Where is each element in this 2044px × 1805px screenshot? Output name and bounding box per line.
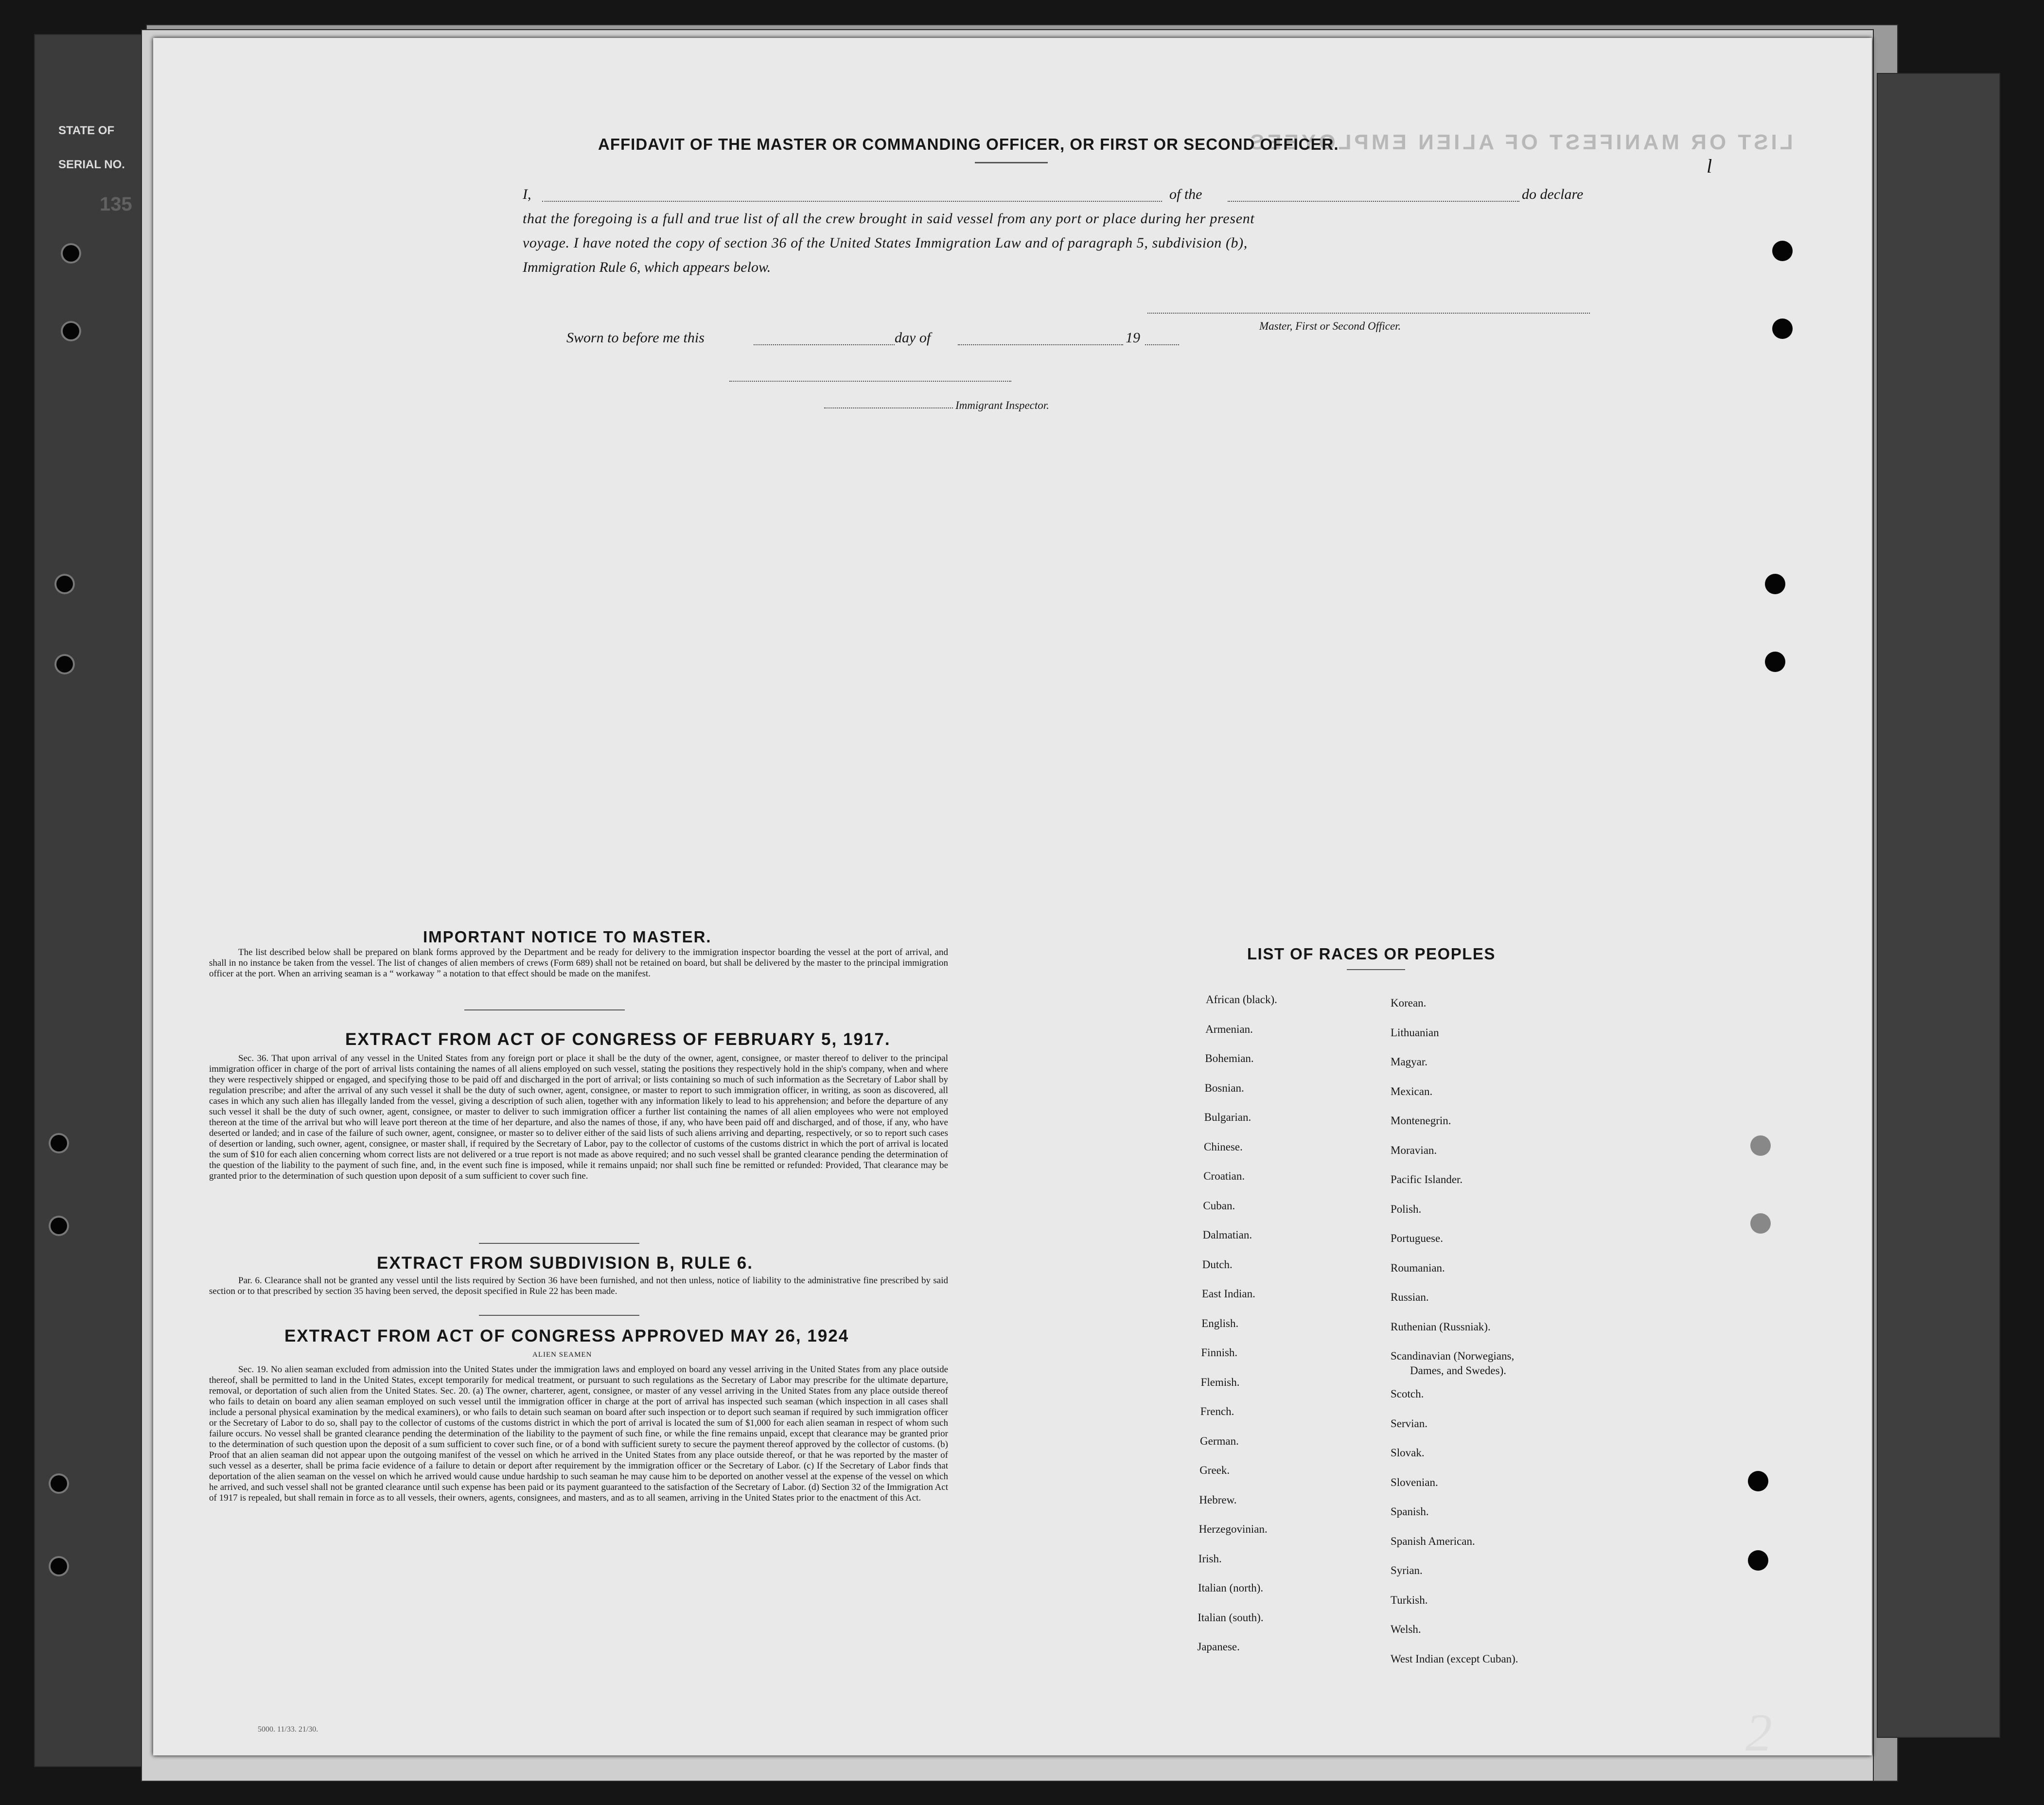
race-item: Flemish. xyxy=(1200,1376,1240,1388)
race-item: Croatian. xyxy=(1203,1170,1245,1182)
extract-rule6-title: EXTRACT FROM SUBDIVISION B, RULE 6. xyxy=(377,1254,753,1273)
race-item: Cuban. xyxy=(1203,1199,1235,1212)
race-item: Magyar. xyxy=(1391,1056,1428,1068)
year-blank[interactable] xyxy=(1145,344,1179,345)
race-item: Roumanian. xyxy=(1391,1261,1445,1274)
race-item: Ruthenian (Russniak). xyxy=(1391,1320,1491,1333)
race-item: Dutch. xyxy=(1202,1258,1233,1271)
extract-1924-subtitle: ALIEN SEAMEN xyxy=(532,1351,592,1359)
race-item: English. xyxy=(1201,1317,1239,1329)
race-item: Bulgarian. xyxy=(1204,1111,1251,1123)
race-item: Syrian. xyxy=(1391,1564,1423,1576)
race-item: Moravian. xyxy=(1391,1144,1437,1156)
affidavit-title: AFFIDAVIT OF THE MASTER OR COMMANDING OFFICER, OR FIRST OR SECOND OFFICER. xyxy=(598,135,1339,153)
race-item: Finnish. xyxy=(1201,1346,1238,1359)
race-item: Spanish American. xyxy=(1391,1535,1475,1547)
bleed-through-text: LIST OR MANIFEST OF ALIEN EMPLOYEES xyxy=(1247,130,1793,154)
left-tab-state: STATE OF xyxy=(58,124,115,137)
inspector-signature-line-1[interactable] xyxy=(729,381,1011,382)
race-item: Polish. xyxy=(1391,1203,1422,1215)
race-item: Welsh. xyxy=(1391,1623,1421,1635)
race-item: Korean. xyxy=(1391,997,1427,1009)
punch-hole xyxy=(1765,652,1785,672)
master-signature-line[interactable] xyxy=(1147,313,1590,314)
punch-hole xyxy=(54,654,75,674)
race-item: Bohemian. xyxy=(1205,1052,1254,1064)
vessel-blank[interactable] xyxy=(1228,201,1519,202)
left-tab-serial: SERIAL NO. xyxy=(58,158,125,171)
notice-title: IMPORTANT NOTICE TO MASTER. xyxy=(423,928,712,946)
race-item: Montenegrin. xyxy=(1391,1115,1451,1127)
race-item: Dalmatian. xyxy=(1202,1229,1252,1241)
master-signature-label: Master, First or Second Officer. xyxy=(1259,320,1401,332)
punch-hole xyxy=(1750,1135,1771,1156)
race-item: Mexican. xyxy=(1391,1085,1433,1097)
punch-hole xyxy=(1750,1213,1771,1234)
extract-rule6-text: Par. 6. Clearance shall not be granted any vessel until the lists required by Section 36 have been furnished, and not then unless, notice of liability to the administrative fine prescribed by said section or to that prescribed by section 35 having been served, the deposit specified in Rule 22 has been made. xyxy=(209,1275,948,1296)
corner-mark: l xyxy=(1707,155,1712,177)
race-item: Pacific Islander. xyxy=(1391,1173,1463,1186)
race-item: Scandinavian (Norwegians, xyxy=(1391,1350,1515,1362)
notice-text: The list described below shall be prepared on blank forms approved by the Department and be ready for delivery to the immigration inspector boarding the vessel at the port of arrival, and shall in no instance be taken from the vessel. The list of changes of alien members of crews (Form 689) shall not be retained on board, but shall be delivered by the master to the principal immigration officer at the port. When an arriving seaman is a “ workaway ” a notation to that effect should be made on the manifest. xyxy=(209,947,948,979)
race-item: Japanese. xyxy=(1197,1641,1240,1653)
race-item: Italian (south). xyxy=(1198,1611,1264,1624)
handwritten-mark: 2 xyxy=(1745,1703,1772,1762)
race-item: Irish. xyxy=(1198,1552,1222,1565)
affidavit-i: I, xyxy=(523,186,531,202)
rule xyxy=(479,1315,639,1316)
name-blank[interactable] xyxy=(542,201,1162,202)
punch-hole xyxy=(49,1473,69,1494)
punch-hole xyxy=(49,1556,69,1576)
sworn-text: Sworn to before me this xyxy=(566,330,705,346)
race-item: Dames, and Swedes). xyxy=(1410,1364,1507,1377)
inspector-signature-line-2[interactable] xyxy=(824,407,953,408)
race-item: Spanish. xyxy=(1391,1505,1429,1518)
race-item: Scotch. xyxy=(1391,1388,1424,1400)
race-item: Bosnian. xyxy=(1204,1081,1244,1094)
race-item: East Indian. xyxy=(1202,1288,1255,1300)
extract-1917-text: Sec. 36. That upon arrival of any vessel in the United States from any foreign port or place it shall be the duty of the owner, agent, consignee, or master thereof to deliver to the principal immigration officer in charge of the port of arrival lists containing the names of all aliens employed on such vessel, stating the positions they respectively hold in the ship's company, when and where they were respectively shipped or engaged, and specifying those to be paid off and discharged in the port of arrival; or lists containing so much of such information as the Secretary of Labor shall by regulation prescribe; and after the arrival of any such vessel it shall be the duty of such owner, agent, consignee, or master to report to such immigration officer, in writing, as soon as discovered, all cases in which any such alien has illegally landed from the vessel, giving a description of such alien, together with any information likely to lead to his apprehension; and before the departure of any such vessel it shall be the duty of such owner, agent, consignee, or master to deliver to such immigration officer a further list containing the names of all alien employees who were not employed thereon at the time of the arrival but who will leave port thereon at the time of her departure, and also the names of those, if any, who have been paid off and discharged, and of those, if any, who have deserted or landed; and in case of the failure of such owner, agent, consignee, or master so to deliver either of the said lists of such aliens arriving and departing, respectively, or so to report such cases of desertion or landing, such owner, agent, consignee, or master shall, if required by the Secretary of Labor, pay to the collector of customs of the customs district in which the port of arrival is located the sum of $10 for each alien concerning whom correct lists are not delivered or a true report is not made as above required; and no such vessel shall be granted clearance pending the determination of the question of the liability to the payment of such fine, and, in the event such fine is imposed, while it remains unpaid; nor shall such fine be remitted or refunded: Provided, That clearance may be granted prior to the determination of such question upon deposit of a sum sufficient to cover such fine. xyxy=(209,1053,948,1181)
punch-hole xyxy=(1748,1550,1768,1571)
rule xyxy=(479,1243,639,1244)
title-rule xyxy=(975,162,1048,163)
document-page xyxy=(100,38,1872,1755)
punch-hole xyxy=(61,243,81,264)
month-blank[interactable] xyxy=(958,344,1123,345)
punch-hole xyxy=(1748,1471,1768,1491)
race-item: Chinese. xyxy=(1204,1140,1243,1153)
extract-1924-text: Sec. 19. No alien seaman excluded from admission into the United States under the immigration laws and employed on board any vessel arriving in the United States from any place outside thereof, shall be permitted to land in the United States, except temporarily for medical treatment, or pursuant to such regulations as the Secretary of Labor may prescribe for the ultimate departure, removal, or deportation of such alien from the United States. Sec. 20. (a) The owner, charterer, agent, consignee, or master of any vessel arriving in the United States from any place outside thereof who fails to detain on board any alien seaman employed on such vessel until the immigration officer in charge at the port of arrival has inspected such seaman (which inspection in all cases shall include a personal physical examination by the medical examiners), or who fails to detain such seaman on board after such inspection or to deport such seaman if required by such immigration officer or the Secretary of Labor to do so, shall pay to the collector of customs of the customs district in which the port of arrival is located the sum of $1,000 for each alien seaman in respect of whom such failure occurs. No vessel shall be granted clearance pending the determination of the liability to the payment of such fine, or while the fine remains unpaid, except that clearance may be granted prior to the determination of such question upon the deposit of a sum sufficient to cover such fine, or of a bond with sufficient surety to secure the payment thereof approved by the collector of customs. (b) Proof that an alien seaman did not appear upon the outgoing manifest of the vessel on which he arrived in the United States from any place outside thereof, or that he was reported by the master of such vessel as a deserter, shall be prima facie evidence of a failure to detain or deport after requirement by the immigration officer or the Secretary of Labor. (c) If the Secretary of Labor finds that deportation of the alien seaman on the vessel on which he arrived would cause undue hardship to such seaman he may cause him to be deported on another vessel at the expense of the vessel on which he arrived, and such vessel shall not be granted clearance until such expense has been paid or its payment guaranteed to the satisfaction of the Secretary of Labor. (d) Section 32 of the Immigration Act of 1917 is repealed, but shall remain in force as to all vessels, their owners, agents, consignees, and masters, and as to all seamen, arriving in the United States prior to the enactment of this Act. xyxy=(209,1364,948,1503)
race-item: Italian (north). xyxy=(1198,1582,1264,1594)
affidavit-line-3: voyage. I have noted the copy of section 36 of the United States Immigration Law and of paragraph 5, subdivision (b), xyxy=(523,235,1248,251)
punch-hole xyxy=(1765,574,1785,594)
left-number: 135 xyxy=(100,194,132,215)
rule xyxy=(1347,969,1405,970)
affidavit-of-the: of the xyxy=(1169,186,1202,202)
affidavit-line-4: Immigration Rule 6, which appears below. xyxy=(523,259,771,275)
race-item: French. xyxy=(1200,1405,1234,1417)
race-item: Lithuanian xyxy=(1391,1026,1439,1039)
sworn-day-blank[interactable] xyxy=(754,344,895,345)
punch-hole xyxy=(49,1216,69,1236)
punch-hole xyxy=(54,574,75,594)
punch-hole xyxy=(61,321,81,341)
punch-hole xyxy=(1772,319,1793,339)
extract-1917-title: EXTRACT FROM ACT OF CONGRESS OF FEBRUARY 5, 1917. xyxy=(345,1030,891,1049)
day-of-text: day of xyxy=(895,330,931,346)
race-item: Russian. xyxy=(1391,1291,1429,1303)
affidavit-do-declare: do declare xyxy=(1522,186,1584,202)
race-item: Portuguese. xyxy=(1391,1232,1443,1244)
race-item: German. xyxy=(1200,1434,1239,1447)
rule xyxy=(464,1009,625,1010)
race-item: Armenian. xyxy=(1205,1023,1253,1035)
print-code: 5000. 11/33. 21/30. xyxy=(258,1725,318,1734)
right-underlying-sheet xyxy=(1877,73,2000,1738)
race-item: African (black). xyxy=(1206,993,1277,1006)
race-item: Hebrew. xyxy=(1199,1493,1237,1506)
year-prefix: 19 xyxy=(1126,330,1140,346)
race-item: Servian. xyxy=(1391,1417,1428,1430)
punch-hole xyxy=(49,1133,69,1153)
race-item: Herzegovinian. xyxy=(1198,1523,1268,1535)
race-item: West Indian (except Cuban). xyxy=(1391,1652,1518,1665)
race-item: Slovak. xyxy=(1391,1447,1425,1459)
race-item: Turkish. xyxy=(1391,1593,1428,1606)
extract-1924-title: EXTRACT FROM ACT OF CONGRESS APPROVED MAY 26, 1924 xyxy=(284,1327,849,1345)
race-item: Greek. xyxy=(1199,1464,1230,1476)
affidavit-line-2: that the foregoing is a full and true list of all the crew brought in said vessel from any port or place during her present xyxy=(523,211,1255,227)
races-title: LIST OF RACES OR PEOPLES xyxy=(1247,945,1496,963)
inspector-label: Immigrant Inspector. xyxy=(955,399,1049,411)
race-item: Slovenian. xyxy=(1391,1476,1438,1488)
punch-hole xyxy=(1772,241,1793,261)
